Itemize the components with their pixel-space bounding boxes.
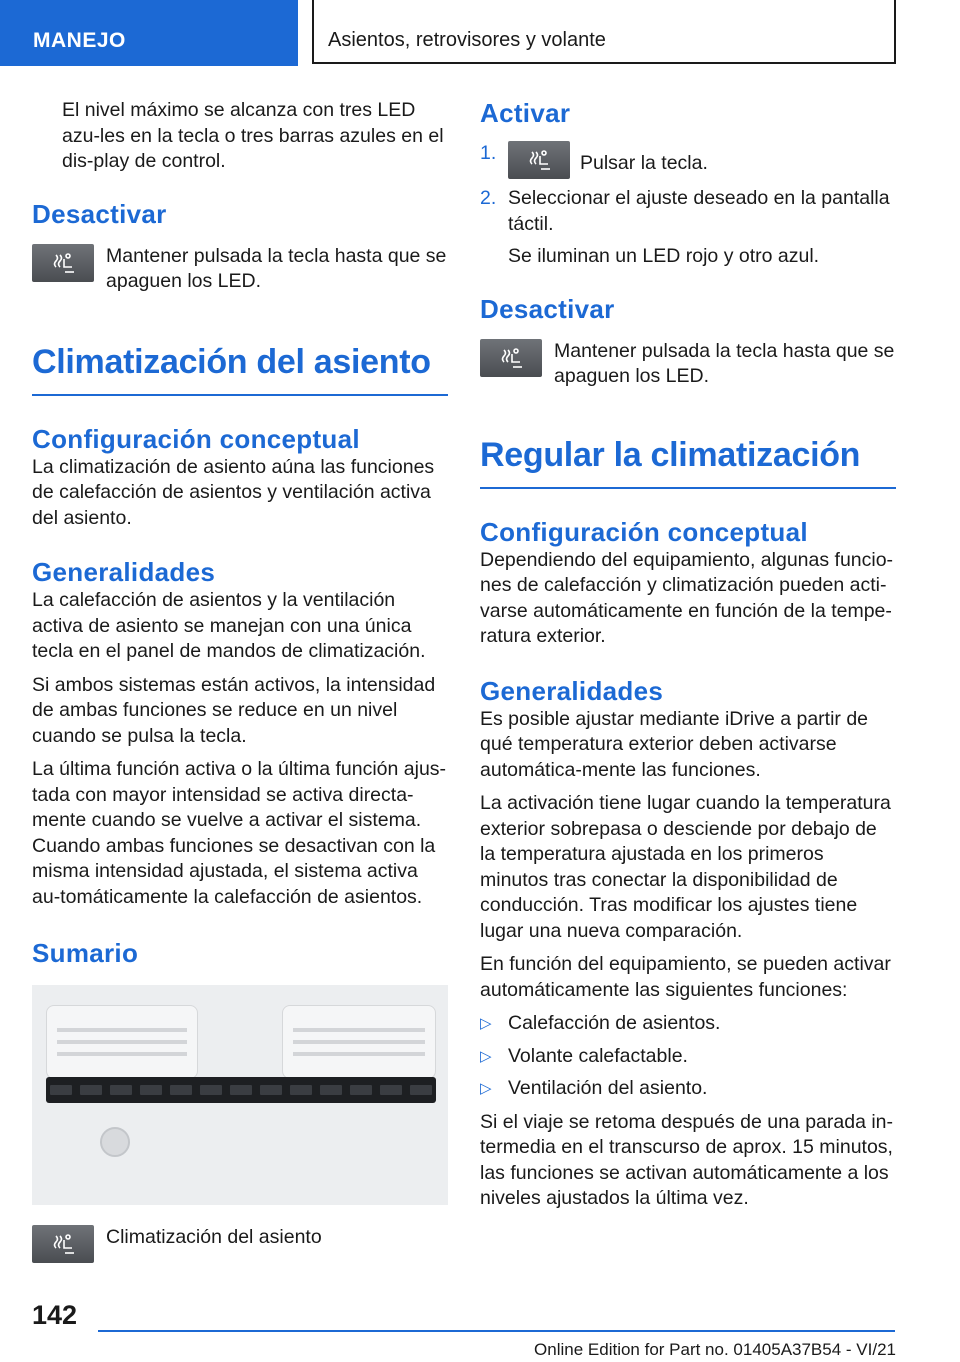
- general-paragraph-3: En función del equipamiento, se pueden activar automáticamente las siguientes funciones:: [480, 953, 891, 1001]
- desactivar-text: Mantener pulsada la tecla hasta que se apaguen los LED.: [554, 339, 895, 387]
- edition-note: Online Edition for Part no. 01405A37B54 - VI/21: [534, 1340, 896, 1359]
- step-1: [480, 141, 896, 179]
- step-text: Pulsar la tecla.: [580, 152, 708, 174]
- concept-heading: Configuración conceptual: [32, 423, 360, 454]
- triangle-bullet-icon: ▷: [480, 1015, 492, 1032]
- desactivar-heading: Desactivar: [480, 293, 615, 324]
- concept-text: Dependiendo del equipamiento, algunas funcio-nes de calefacción y climatización pueden acti-varse automáticamente en función de la tempe-ratura exterior.: [480, 548, 894, 647]
- seat-climate-icon: [480, 339, 542, 377]
- volume-knob: [100, 1127, 130, 1157]
- page-number: 142: [32, 1300, 78, 1330]
- activar-steps: [480, 141, 896, 237]
- triangle-bullet-icon: ▷: [480, 1080, 492, 1097]
- main-title: Regular la climatización: [480, 436, 896, 489]
- list-item: ▷ Volante calefactable.: [480, 1044, 896, 1070]
- caption-row: [32, 1225, 448, 1263]
- function-list: [480, 1011, 896, 1102]
- desactivar-text: Mantener pulsada la tecla hasta que se apaguen los LED.: [106, 244, 447, 292]
- concept-text: La climatización de asiento aúna las funciones de calefacción de asientos y ventilación activa del asiento.: [32, 455, 435, 529]
- left-column: [32, 98, 448, 1263]
- desactivar-row: [480, 339, 896, 390]
- intro-paragraph: El nivel máximo se alcanza con tres LED azu-les en la tecla o tres barras azules en el dis-play de control.: [62, 99, 444, 172]
- step-text: Seleccionar el ajuste deseado en la pantalla táctil.: [508, 187, 890, 235]
- page-header: [0, 0, 960, 66]
- general-paragraph-1: La calefacción de asientos y la ventilación activa de asiento se manejan con una única tecla en el panel de mandos de climatización.: [32, 589, 426, 662]
- concept-heading: Configuración conceptual: [480, 516, 808, 547]
- right-column: [480, 98, 896, 1220]
- general-paragraph-3: La última función activa o la última función ajus-tada con mayor intensidad se activa directa-mente cuando se vuelve a activar el sistema. Cuando ambas funciones se desactivan con la misma intensidad ajustada, el sistema activa au-tomáticamente la calefacción de asientos.: [32, 758, 447, 908]
- step-number: 2.: [480, 187, 497, 209]
- step-2-note: Se iluminan un LED rojo y otro azul.: [508, 245, 820, 267]
- step-2: [480, 186, 896, 237]
- seat-climate-icon: [508, 141, 570, 179]
- list-item: ▷ Ventilación del asiento.: [480, 1076, 896, 1102]
- seat-climate-icon: [32, 244, 94, 282]
- step-number: 1.: [480, 142, 497, 164]
- footer-divider: [98, 1330, 895, 1332]
- general-paragraph-2: La activación tiene lugar cuando la temperatura exterior sobrepasa o desciende por debajo de la temperatura ajustada en los primeros minutos tras conectar la disponibilidad de conducción. Tras modificar los ajustes tiene lugar una nueva comparación.: [480, 792, 891, 942]
- seat-climate-icon: [32, 1225, 94, 1263]
- triangle-bullet-icon: ▷: [480, 1047, 492, 1065]
- control-panel-image: [32, 985, 448, 1205]
- right-air-vent: [282, 1005, 436, 1079]
- general-paragraph-1: Es posible ajustar mediante iDrive a partir de qué temperatura exterior deben activarse automática-mente las funciones.: [480, 707, 869, 781]
- desactivar-heading: Desactivar: [32, 198, 167, 229]
- topic-tab: Asientos, retrovisores y volante: [312, 0, 896, 64]
- main-title: Climatización del asiento: [32, 343, 448, 396]
- image-caption: Climatización del asiento: [106, 1226, 322, 1248]
- desactivar-row: [32, 244, 448, 295]
- general-paragraph-2: Si ambos sistemas están activos, la intensidad de ambas funciones se reduce en un nivel cuando se pulsa la tecla.: [32, 673, 436, 747]
- general-heading: Generalidades: [32, 557, 216, 587]
- section-tab: MANEJO: [0, 0, 298, 66]
- general-heading: Generalidades: [480, 675, 664, 706]
- activar-heading: Activar: [480, 98, 571, 128]
- list-item: ▷ Calefacción de asientos.: [480, 1011, 896, 1037]
- sumario-heading: Sumario: [32, 938, 139, 968]
- general-paragraph-4: Si el viaje se retoma después de una parada in-termedia en el transcurso de aprox. 15 minutos, las funciones se activan automáticamente a los niveles ajustados la última vez.: [480, 1110, 894, 1209]
- left-air-vent: [46, 1005, 198, 1079]
- climate-button-panel: [46, 1077, 436, 1103]
